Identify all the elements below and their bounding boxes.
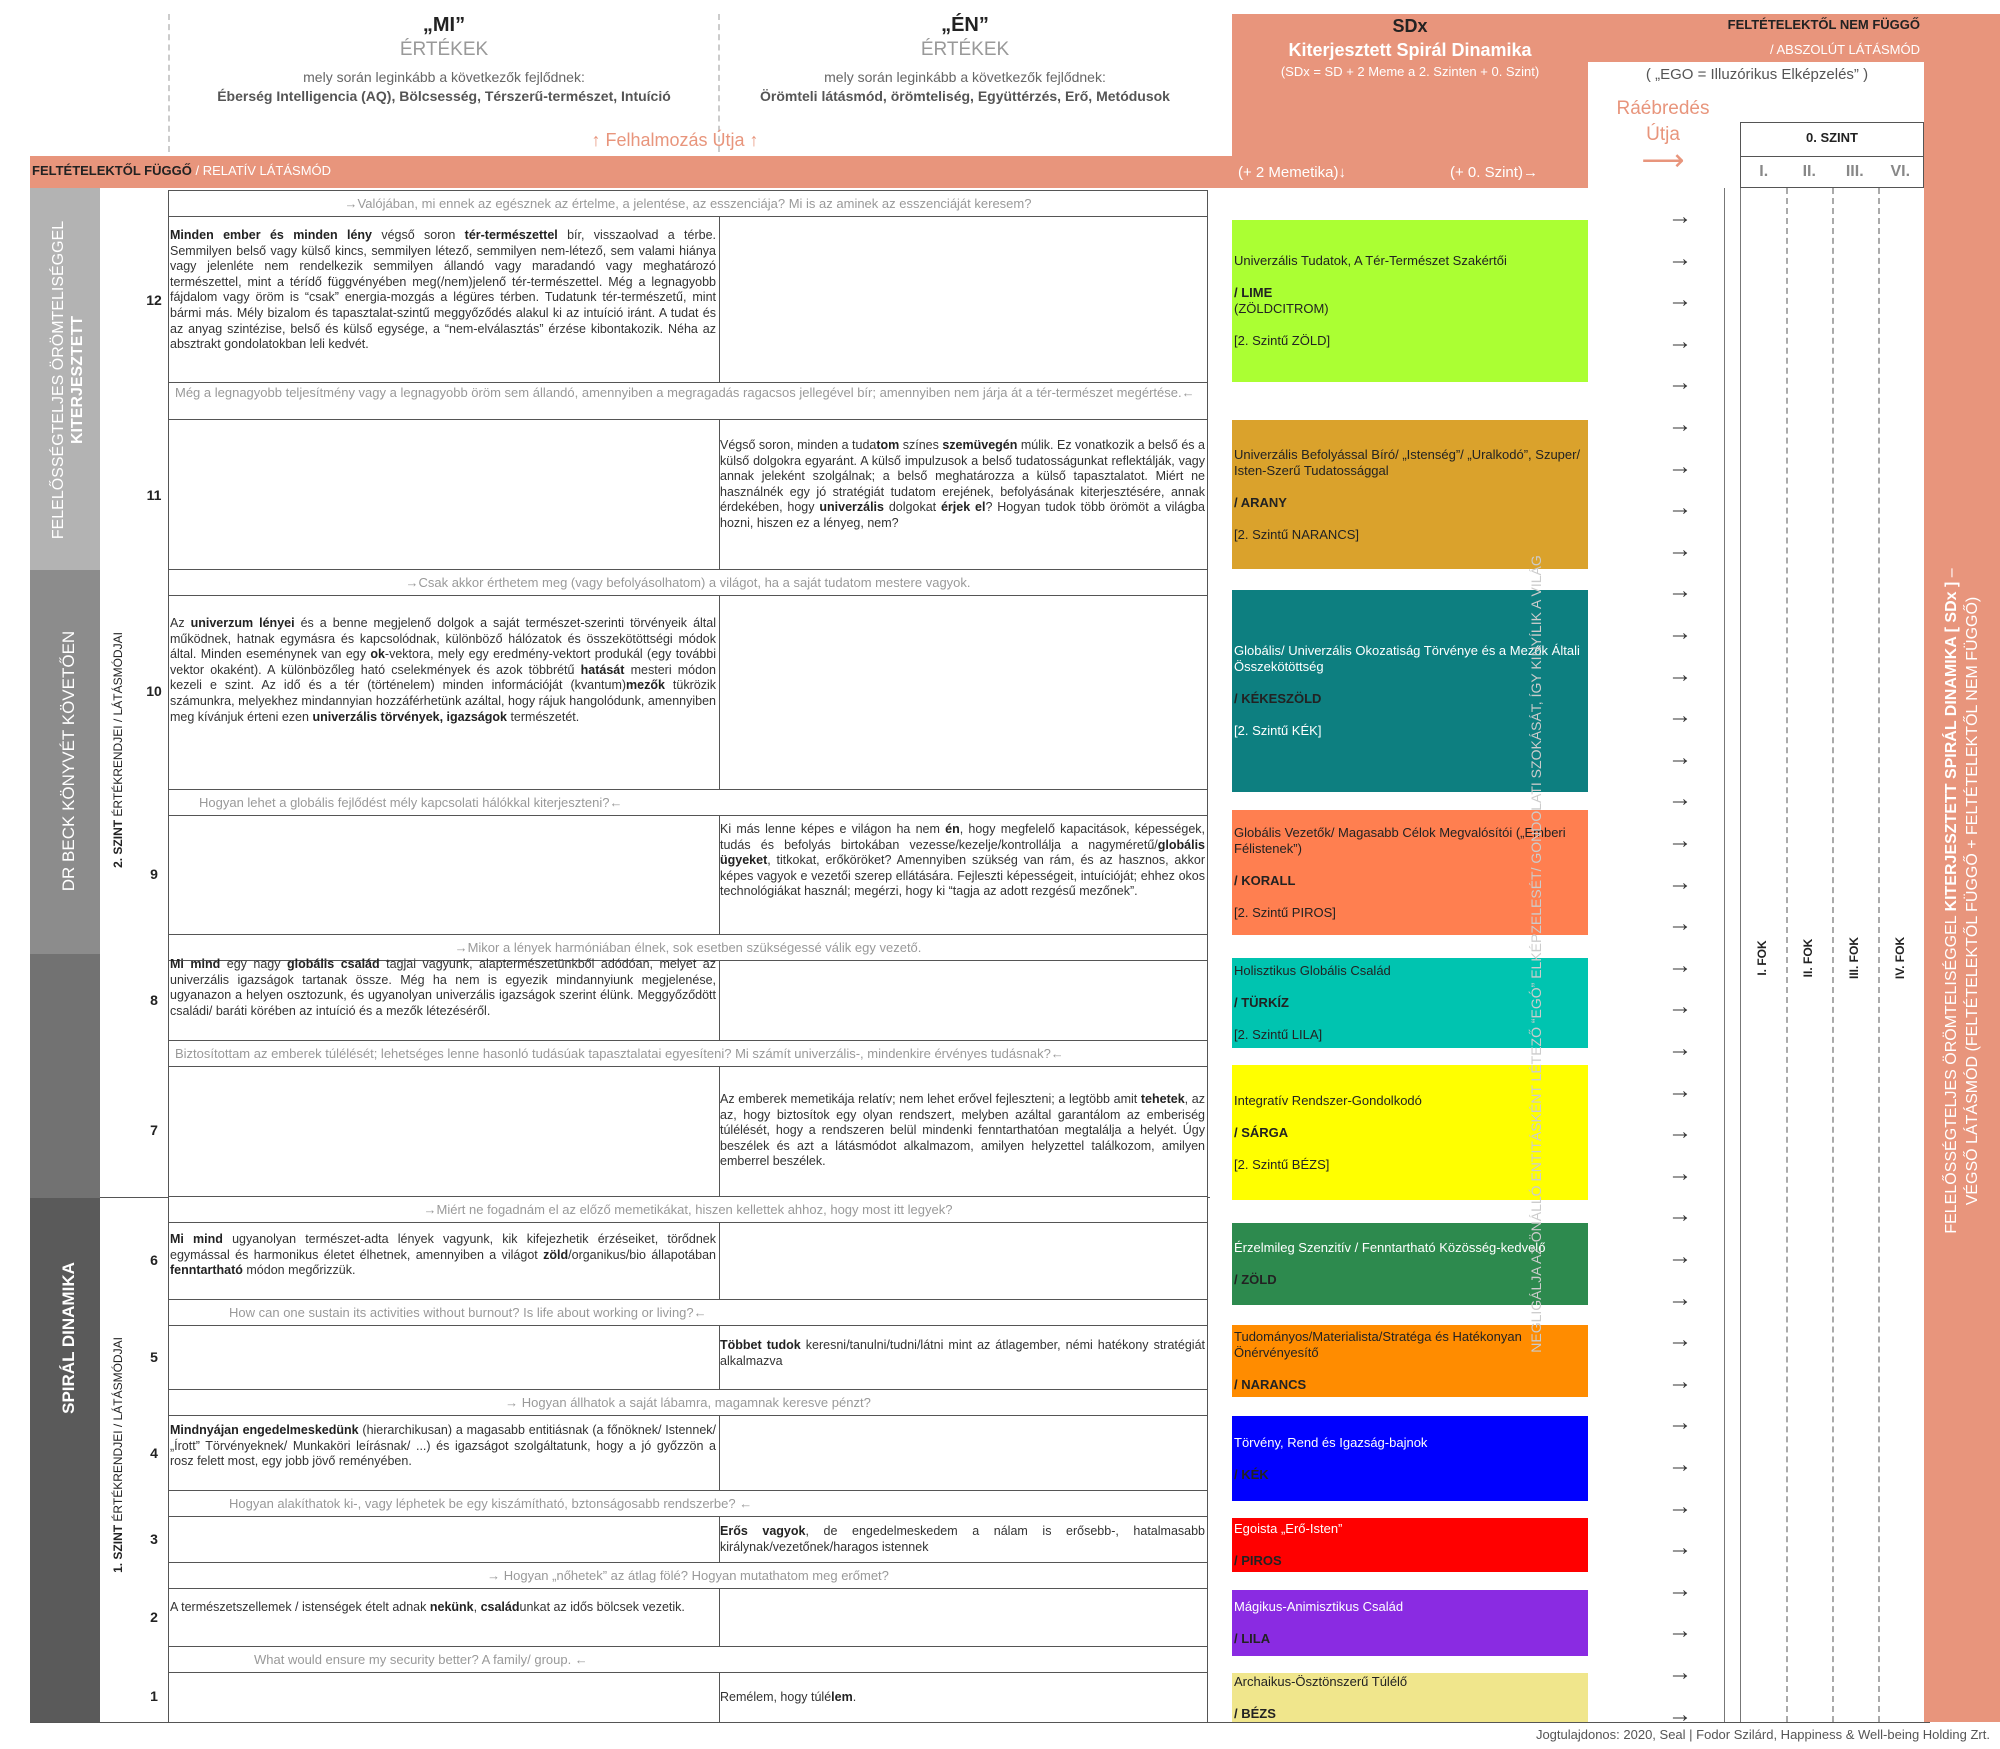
level-number-12: 12 xyxy=(146,292,162,308)
level-number-2: 2 xyxy=(150,1609,158,1625)
level-number-5: 5 xyxy=(150,1349,158,1365)
fok-label-3: III. FOK xyxy=(1847,937,1861,979)
level-number-4: 4 xyxy=(150,1445,158,1461)
arrow-icon: → xyxy=(1668,868,1692,896)
raebredes-arrow: ⟶ xyxy=(1641,144,1685,177)
sdx-title: SDx xyxy=(1392,16,1428,36)
arrow-icon: → xyxy=(1668,660,1692,688)
sdx-block-4: Törvény, Rend és Igazság-bajnok / KÉK xyxy=(1232,1416,1588,1501)
question-7: Biztosítottam az emberek túlélését; lehetséges lenne hasonló tudásúak tapasztalatai egyesíteni? Mi számít univerzális-, mindenkire érvényes tudásnak?← xyxy=(168,1040,1208,1067)
arrow-icon: → xyxy=(1668,244,1692,272)
question-2: → Hogyan „nőhetek” az átlag fölé? Hogyan mutathatom meg erőmet? xyxy=(168,1562,1208,1589)
question-11: Még a legnagyobb teljesítmény vagy a legnagyobb öröm sem állandó, amennyiben a megragadás ragacsos jellegével bír; amennyiben nem járja át a tér-természet megértése.← xyxy=(168,382,1208,420)
level-number-1: 1 xyxy=(150,1688,158,1704)
sdx-block-5: Tudományos/Materialista/Stratéga és Hatékonyan Önérvényesítő / NARANCS xyxy=(1232,1325,1588,1397)
en-lead: mely során leginkább a következők fejlődnek: xyxy=(824,69,1106,85)
dependent-bar-subtitle: / RELATÍV LÁTÁSMÓD xyxy=(191,163,332,178)
fok-header-4: VI. xyxy=(1890,163,1911,180)
band-beck-lower xyxy=(30,954,100,1198)
fok-label-1: I. FOK xyxy=(1755,940,1769,976)
spiral-label: SPIRÁL DINAMIKA xyxy=(59,1262,78,1414)
arrow-icon: → xyxy=(1668,411,1692,438)
mi-text-4: Mindnyájan engedelmeskedünk (hierarchikusan) a magasabb entitiásnak (a főnöknek/ Istennek/ „Írott” Törvényeknek/ Munkaköri leírásnak/ ...) és igazságot szolgáltatunk, hogy a jó győzzön a rosz felett most, egy jobb jövő reményében. xyxy=(170,1423,717,1469)
arrow-icon: → xyxy=(1668,951,1692,979)
en-title: „ÉN” xyxy=(941,14,989,36)
question-3: Hogyan alakíthatok ki-, vagy léphetek be egy kiszámítható, bztonságosabb rendszerbe? ← xyxy=(168,1490,1208,1517)
question-4: → Hogyan állhatok a saját lábamra, magamnak keresve pénzt? xyxy=(168,1389,1208,1416)
arrow-icon: → xyxy=(1668,1617,1692,1645)
fok-outer-line xyxy=(1724,188,1725,1722)
arrow-icon: → xyxy=(1668,1534,1692,1562)
right-vertical-line1-post: – xyxy=(1943,568,1960,582)
en-text-1: Remélem, hogy túlélem. xyxy=(720,1690,857,1704)
arrow-icon: → xyxy=(1668,827,1692,854)
szint1-label xyxy=(109,1255,127,1655)
beck-label: DR BECK KÖNYVÉT KÖVETŐEN xyxy=(59,630,78,892)
question-6: →Miért ne fogadnám el az előző memetikákat, hiszen kellettek ahhoz, hogy most itt legyek? xyxy=(168,1196,1208,1223)
mi-lead: mely során leginkább a következők fejlődnek: xyxy=(303,69,585,85)
row-2 xyxy=(168,1589,1208,1646)
arrow-icon: → xyxy=(1668,1201,1692,1229)
arrow-icon: → xyxy=(1668,1076,1692,1104)
mi-traits: Éberség Intelligencia (AQ), Bölcsesség, Térszerű-természet, Intuíció xyxy=(217,88,671,104)
arrow-icon: → xyxy=(1668,1575,1692,1603)
arrow-icon: → xyxy=(1668,1700,1692,1728)
en-text-7: Az emberek memetikája relatív; nem lehet erővel fejleszteni; a legtöbb amit tehetek, az az, hogy biztosítok egy olyan rendszert, melyben azáltal garantálom az emberiség túlélését, hogy a rendszeren belül mindenki fenntarthatóan megtalálja a helyét. Úgy beszélek és azt a látásmódot alkalmazom, amilyen helyzettel találkozom, amilyen emberrel beszélek. xyxy=(720,1092,1205,1169)
question-8: →Mikor a lények harmóniában élnek, sok esetben szükségessé válik egy vezető. xyxy=(168,934,1208,961)
arrow-icon: → xyxy=(1668,785,1692,813)
arrow-icon: → xyxy=(1668,743,1692,771)
right-vertical-line1 xyxy=(1941,401,1962,1401)
arrow-icon: → xyxy=(1668,619,1692,646)
copyright: Jogtulajdonos: 2020, Seal | Fodor Szilárd, Happiness & Well-being Holding Zrt. xyxy=(1535,1727,1990,1742)
szint1-bold: 1. SZINT xyxy=(111,1524,125,1573)
fok-dash-3 xyxy=(1878,188,1880,1722)
szint2-rest: ÉRTÉKRENDJEI / LÁTÁSMÓDJAI xyxy=(111,632,125,820)
szint2-label xyxy=(109,550,127,950)
right-vertical-line1-bold: KITERJESZTETT SPIRÁL DINAMIKA [ SDx ] xyxy=(1943,581,1960,912)
arrow-icon: → xyxy=(1668,1243,1692,1270)
arrow-icon: → xyxy=(1668,1367,1692,1395)
main-bottom-line xyxy=(30,1722,1930,1723)
szint1-rest: ÉRTÉKRENDJEI / LÁTÁSMÓDJAI xyxy=(111,1337,125,1525)
szint0-label: 0. SZINT xyxy=(1805,130,1858,145)
dependent-bar-text xyxy=(32,163,331,178)
right-vertical-line2: VÉGSŐ LÁTÁSMÓD (FELTÉTELEKTŐL FÜGGŐ + FELTÉTELEKTŐL NEM FÜGGŐ) xyxy=(1964,596,1981,1206)
sdx-block-1: Archaikus-Ösztönszerű Túlélő / BÉZS xyxy=(1232,1673,1588,1722)
mi-text-2: A természetszellemek / istenségek ételt adnak nekünk, családunkat az idős bölcsek vezetik. xyxy=(170,1600,685,1614)
mi-header xyxy=(170,14,718,104)
independent-title: FELTÉTELEKTŐL NEM FÜGGŐ xyxy=(1727,17,1920,32)
sdx-block-7: Integratív Rendszer-Gondolkodó / SÁRGA [2. Szintű BÉZS] xyxy=(1232,1065,1588,1200)
arrow-icon: → xyxy=(1668,910,1692,938)
arrow-icon: → xyxy=(1668,1659,1692,1686)
en-text-3: Erős vagyok, de engedelmeskedem a nálam is erősebb-, hatalmasabb királynak/vezetőnek/haragos istennek xyxy=(720,1524,1206,1554)
en-text-9: Ki más lenne képes e világon ha nem én, hogy megfelelő kapacitások, képességek, tudás és befolyás birtokában vezesse/kezelje/kontrollálja a nagyméretű/globális ügyeket, titkokat, erőköröket? Amennyiben szükség van rám, és az hasznos, akkor képes vagyok e vezetői szerep ellátására. Fejleszti képességeit, intuícióját; ehhez okos technológiákat használ; megérzi, hogy ki “tagja az adott rezgésű mezőnek”. xyxy=(720,822,1205,899)
kiterjesztett-line1: FELELŐSSÉGTELJES ÖRÖMTELISÉGGEL xyxy=(50,220,67,540)
independent-subtitle: / ABSZOLÚT LÁTÁSMÓD xyxy=(1769,42,1920,57)
arrow-icon: → xyxy=(1668,1284,1692,1312)
arrow-icon: → xyxy=(1668,1326,1692,1354)
mi-text-8: Mi mind egy nagy globális család tagjai vagyunk, alaptermészetünkből adódóan, melyet az univerzális igazságok tartanak össze. Még ha nem is egyezik mindannyiunk megjelenése, ugyanazon a helyen osztozunk, és ugyanolyan univerzális igazságok szerint élünk. Meggyőződött családi/ baráti körében az intuíció és a mezők létezéséről. xyxy=(170,957,717,1018)
question-9: Hogyan lehet a globális fejlődést mély kapcsolati hálókkal kiterjeszteni?← xyxy=(168,789,1208,816)
sdx-block-6: Érzelmileg Szenzitív / Fenntartható Közösség-kedvelő / ZÖLD xyxy=(1232,1223,1588,1305)
arrow-icon: → xyxy=(1668,1035,1692,1062)
level-number-11: 11 xyxy=(146,487,162,503)
arrow-icon: → xyxy=(1668,494,1692,522)
fok-label-4: IV. FOK xyxy=(1893,936,1907,980)
arrow-icon: → xyxy=(1668,702,1692,730)
arrow-icon: → xyxy=(1668,286,1692,314)
sdx-block-9: Globális Vezetők/ Magasabb Célok Megvalósítói („Emberi Félistenek”) / KORALL [2. Szintű PIROS] xyxy=(1232,810,1588,935)
kiterjesztett-line2: KITERJESZTETT xyxy=(69,316,86,445)
en-subtitle: ÉRTÉKEK xyxy=(920,39,1010,60)
felhalmozas-label: ↑ Felhalmozás Útja ↑ xyxy=(591,130,759,150)
sdx-block-3: Egoista „Erő-Isten” / PIROS xyxy=(1232,1518,1588,1572)
ego-vertical-text: NEGLIGÁLJA AZ ÖNÁLLÓ ENTITÁSKÉNT LÉTEZŐ “EGÓ” ELKÉPZELESÉT/ GONDOLATI SZOKÁSÁT, ÍGY KINYÍLIK A VILÁG xyxy=(1528,555,1544,1353)
fok-label-2: II. FOK xyxy=(1801,938,1815,978)
en-header xyxy=(720,14,1210,104)
arrow-icon: → xyxy=(1668,369,1692,397)
arrow-icon: → xyxy=(1668,452,1692,480)
level-number-9: 9 xyxy=(150,866,158,882)
question-10: →Csak akkor érthetem meg (vagy befolyásolhatom) a világot, ha a saját tudatom mestere vagyok. xyxy=(168,569,1208,596)
level-number-6: 6 xyxy=(150,1252,158,1268)
right-vertical-line1-pre: FELELŐSSÉGTELJES ÖRÖMTELISÉGGEL xyxy=(1943,911,1960,1234)
sdx-block-10: Globális/ Univerzális Okozatiság Törvénye és a Mezők Általi Összekötöttség / KÉKESZÖLD [2. Szintű KÉK] xyxy=(1232,590,1588,792)
question-12: →Valójában, mi ennek az egésznek az értelme, a jelentése, az esszenciája? Mi is az aminek az esszenciáját keresem? xyxy=(168,190,1208,217)
memetika-label: (+ 2 Memetika)↓ xyxy=(1238,164,1346,181)
fok-header-2: II. xyxy=(1802,163,1816,180)
arrow-icon: → xyxy=(1668,1409,1692,1437)
szint0-plus-label: (+ 0. Szint)→ xyxy=(1450,164,1538,181)
fok-outer-line-2 xyxy=(1740,188,1741,1722)
fok-header-row xyxy=(1740,156,1924,188)
arrow-icon: → xyxy=(1668,993,1692,1021)
sdx-block-2: Mágikus-Animisztikus Család / LILA xyxy=(1232,1590,1588,1656)
mi-subtitle: ÉRTÉKEK xyxy=(399,39,489,60)
szint2-bold: 2. SZINT xyxy=(111,819,125,868)
mi-text-6: Mi mind ugyanolyan természet-adta lények vagyunk, kik kifejezhetik érzéseiket, törődnek egymással és harmonikus életet élhetnek, amennyiben a világot zöld/organikus/bio állapotában fenntartható módon megőrizzük. xyxy=(170,1232,716,1278)
right-vertical-text xyxy=(1941,401,1983,1401)
arrow-icon: → xyxy=(1668,1118,1692,1146)
arrow-icon: → xyxy=(1668,327,1692,355)
question-1: What would ensure my security better? A family/ group. ← xyxy=(168,1646,1208,1673)
fok-header-3: III. xyxy=(1845,163,1864,180)
arrow-icon: → xyxy=(1668,203,1692,230)
fok-dash-2 xyxy=(1832,188,1834,1722)
kiterjesztett-label xyxy=(49,185,89,575)
sdx-block-8: Holisztikus Globális Család / TÜRKÍZ [2. Szintű LILA] xyxy=(1232,958,1588,1048)
level-number-7: 7 xyxy=(150,1122,158,1138)
mi-text-12: Minden ember és minden lény végső soron tér-természettel bír, visszaolvad a térbe. Semmilyen belső vagy külső kincs, semmilyen létező, semmilyen nem-létező, sem valami hiánya vagy jelenléte nem rendelkezik semmilyen állandó vagy maradandó vagy meghatározó természettel, mint a térídő függvényében meg(/nem)jelenő tér-természettel. Még a legnagyobb fájdalom vagy öröm is “csak” energia-mozgás a légüres térben. Tudatunk tér-természetű, mint bármi más. Mély bizalom és tapasztalat-szintű meggyőződés alakul ki az intuíció iránt. A tudat és az anyag szintézise, belső és külső egysége, a “nem-elválasztás” érzése kibontakozik. Néha az absztrakt gondolatokban leli kedvét. xyxy=(170,228,717,352)
ego-label: ( „EGO = Illuzórikus Elképzelés” ) xyxy=(1645,66,1869,83)
sdx-block-12: Univerzális Tudatok, A Tér-Természet Szakértői / LIME (ZÖLDCITROM) [2. Szintű ZÖLD] xyxy=(1232,220,1588,382)
arrow-icon: → xyxy=(1668,577,1692,605)
arrow-icon: → xyxy=(1668,1451,1692,1478)
en-text-11: Végső soron, minden a tudatom színes szemüvegén múlik. Ez vonatkozik a belső és a külső dolgokra egyaránt. A külső impulzusok a belső tudatosságunkat reflektálják, vagy annak jeleként szolgálnak; a belső meghatározza a külső tapasztalatot. Miért ne használnék egy jó stratégiát tudatom erejének, befolyásának kiterjesztésére, annak érdekében, hogy univerzális dolgokat érjek el? Hogyan tudok több örömöt a világba hozni, hiszen ez a lényeg, nem? xyxy=(720,438,1206,530)
arrow-icon: → xyxy=(1668,535,1692,563)
sdx-subtitle: Kiterjesztett Spirál Dinamika xyxy=(1288,40,1532,60)
level-number-10: 10 xyxy=(146,683,162,699)
raebredes-label: Ráébredés Útja xyxy=(1616,98,1710,145)
fok-dash-1 xyxy=(1786,188,1788,1722)
fok-header-1: I. xyxy=(1759,163,1769,180)
question-5: How can one sustain its activities without burnout? Is life about working or living?← xyxy=(168,1299,1208,1326)
en-text-5: Többet tudok keresni/tanulni/tudni/látni mint az átlagember, némi hatékony stratégiát alkalmazva xyxy=(720,1338,1206,1368)
en-traits: Örömteli látásmód, örömteliség, Együttérzés, Erő, Metódusok xyxy=(760,88,1170,104)
level-number-3: 3 xyxy=(150,1531,158,1547)
arrow-icon: → xyxy=(1668,1159,1692,1187)
level-number-8: 8 xyxy=(150,992,158,1008)
dependent-bar-title: FELTÉTELEKTŐL FÜGGŐ xyxy=(32,163,192,178)
mi-text-10: Az univerzum lényei és a benne megjelenő dolgok a saját természet-szerinti törvényeik által működnek, hatnak egymásra és kapcsolódnak, különböző hálózatok és összekötöttségi módok által. Minden eseménynek van egy ok-vektora, mely egy eredmény-vektort produkál (egy további vektor okaként). A különbözőleg ható cselekmények és azok többrétű hatását mesteri módon kezeli e szint. Az idő és a tér (történelem) minden információját (kvantum)mezők tükrözik számunkra, melyekhez mindannyian hozzáférhetünk azáltal, hogy rájuk hangolódunk, amennyiben meg kívánjuk érteni ezen univerzális törvények, igazságok természetét. xyxy=(170,616,717,724)
mi-title: „MI” xyxy=(422,14,466,36)
sdx-block-11: Univerzális Befolyással Bíró/ „Istenség”/ „Uralkodó”, Szuper/ Isten-Szerű Tudatossággal / ARANY [2. Szintű NARANCS] xyxy=(1232,420,1588,569)
arrow-icon: → xyxy=(1668,1492,1692,1520)
sdx-formula: (SDx = SD + 2 Meme a 2. Szinten + 0. Szint) xyxy=(1280,64,1540,79)
